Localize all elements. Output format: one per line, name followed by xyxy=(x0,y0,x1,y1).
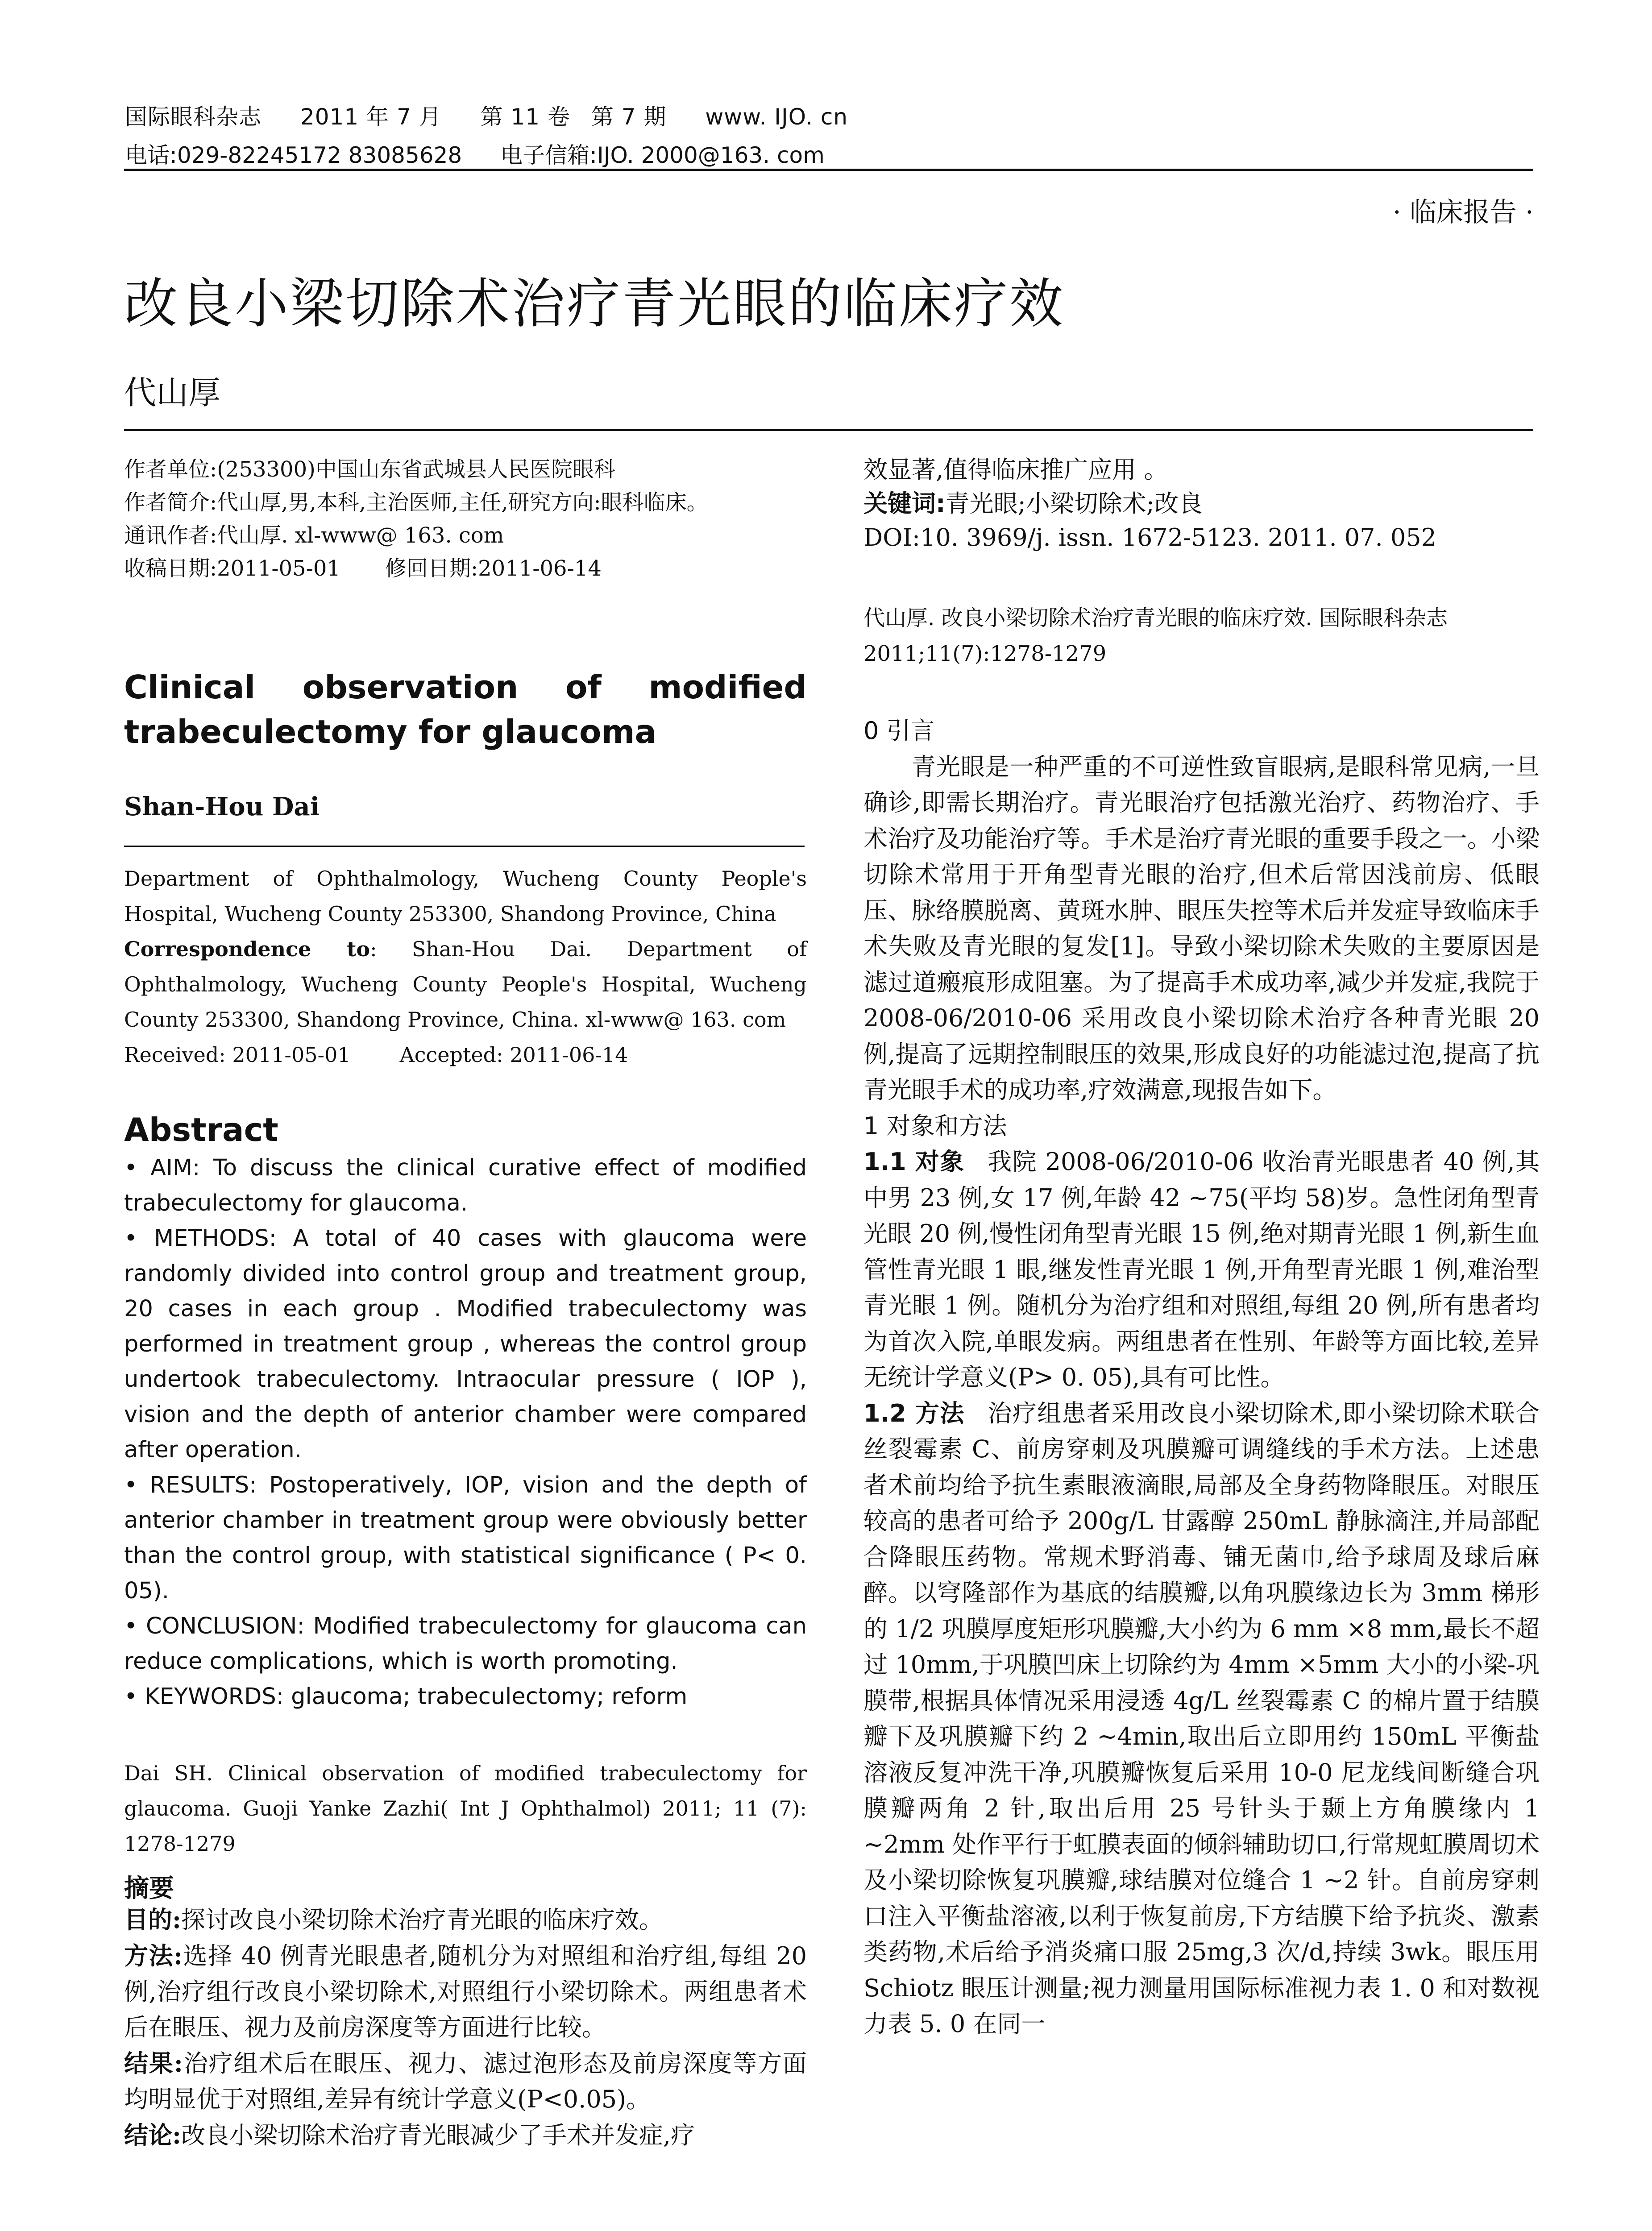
section12-paragraph xyxy=(863,1396,1540,2042)
english-title xyxy=(124,665,807,754)
zh-conclusion xyxy=(124,2117,807,2153)
english-received: Received: 2011-05-01 xyxy=(124,1043,351,1067)
english-abstract xyxy=(124,1150,807,1714)
zh-aim-text: 探讨改良小梁切除术治疗青光眼的临床疗效。 xyxy=(181,1906,663,1934)
zh-methods xyxy=(124,1938,807,2045)
website-link[interactable]: www. IJO. cn xyxy=(705,104,848,130)
english-accepted: Accepted: 2011-06-14 xyxy=(399,1043,628,1067)
author-name: 代山厚 xyxy=(124,374,221,411)
zh-keywords-label: 关键词: xyxy=(863,489,946,518)
author-unit: 作者单位:(253300)中国山东省武城县人民医院眼科 xyxy=(124,457,615,482)
abstract-results: • RESULTS: Postoperatively, IOP, vision and the depth of anterior chamber in treatment group were obviously better than the control group, with statistical significance ( P< 0. 05). xyxy=(124,1472,807,1604)
phone: 电话:029-82245172 83085628 xyxy=(125,142,462,168)
volume: 第 11 卷 xyxy=(480,104,570,130)
right-top-block xyxy=(863,453,1537,555)
dates xyxy=(124,552,807,585)
english-citation: Dai SH. Clinical observation of modified trabeculectomy for glaucoma. Guoji Yanke Zazhi( Int J Ophthalmol) 2011; 11 (7): 1278-1279 xyxy=(124,1761,807,1856)
english-title-line2: trabeculectomy for glaucoma xyxy=(124,713,657,751)
zh-keywords xyxy=(863,487,1537,521)
header-rule xyxy=(124,169,1533,171)
intro-paragraph: 青光眼是一种严重的不可逆性致盲眼病,是眼科常见病,一旦确诊,即需长期治疗。青光眼治疗包括激光治疗、药物治疗、手术治疗及功能治疗等。手术是治疗青光眼的重要手段之一。小梁切除术常用于开角型青光眼的治疗,但术后常因浅前房、低眼压、脉络膜脱离、黄斑水肿、眼压失控等术后并发症导致临床手术失败及青光眼的复发[1]。导致小梁切除术失败的主要原因是滤过道瘢痕形成阻塞。为了提高手术成功率,减少并发症,我院于 2008-06/2010-06 采用改良小梁切除术治疗各种青光眼 20 例,提高了远期控制眼压的效果,形成良好的功能滤过泡,提高了抗青光眼手术的成功率,疗效满意,现报告如下。 xyxy=(863,752,1540,1104)
author-bio: 作者简介:代山厚,男,本科,主治医师,主任,研究方向:眼科临床。 xyxy=(124,490,708,515)
correspondence xyxy=(124,932,807,1037)
abstract-aim: • AIM: To discuss the clinical curative effect of modified trabeculectomy for glaucoma. xyxy=(124,1155,807,1216)
zh-keywords-text: 青光眼;小梁切除术;改良 xyxy=(945,489,1203,518)
page-title: 改良小梁切除术治疗青光眼的临床疗效 xyxy=(124,273,1065,335)
zh-aim-label: 目的: xyxy=(124,1905,181,1934)
journal-name: 国际眼科杂志 xyxy=(125,104,261,130)
section12-label: 1.2 方法 xyxy=(863,1399,965,1427)
abstract-heading: Abstract xyxy=(124,1111,278,1149)
section11-paragraph xyxy=(863,1144,1540,1396)
english-affiliation-block xyxy=(124,861,807,1073)
received-date: 收稿日期:2011-05-01 xyxy=(124,556,340,581)
zh-methods-text: 选择 40 例青光眼患者,随机分为对照组和治疗组,每组 20 例,治疗组行改良小梁切除术,对照组行小梁切除术。两组患者术后在眼压、视力及前房深度等方面进行比较。 xyxy=(124,1942,807,2041)
journal-header-line2 xyxy=(125,137,856,170)
author-meta xyxy=(124,453,807,585)
title-rule xyxy=(124,429,1533,431)
issue-date: 2011 年 7 月 xyxy=(300,104,442,130)
section11-label: 1.1 对象 xyxy=(863,1148,965,1176)
zh-conclusion-label: 结论: xyxy=(124,2121,181,2149)
zh-results xyxy=(124,2045,807,2117)
email: 电子信箱:IJO. 2000@163. com xyxy=(500,142,825,168)
english-affiliation: Department of Ophthalmology, Wucheng County People's Hospital, Wucheng County 253300, Shandong Province, China xyxy=(124,867,807,926)
zh-results-text: 治疗组术后在眼压、视力、滤过泡形态及前房深度等方面均明显优于对照组,差异有统计学意义(P<0.05)。 xyxy=(124,2049,807,2113)
zh-methods-label: 方法: xyxy=(124,1941,183,1970)
zh-abstract xyxy=(124,1902,807,2153)
zh-results-label: 结果: xyxy=(124,2049,183,2078)
section11-text: 我院 2008-06/2010-06 收治青光眼患者 40 例,其中男 23 例,女 17 例,年龄 42 ~75(平均 58)岁。急性闭角型青光眼 20 例,慢性闭角型青光眼 15 例,绝对期青光眼 1 例,新生血管性青光眼 1 眼,继发性青光眼 1 例,开角型青光眼 1 例,难治型青光眼 1 例。随机分为治疗组和对照组,每组 20 例,所有患者均为首次入院,单眼发病。两组患者在性别、年龄等方面比较,差异无统计学意义(P> 0. 05),具有可比性。 xyxy=(863,1148,1540,1391)
doi: DOI:10. 3969/j. issn. 1672-5123. 2011. 07. 052 xyxy=(863,523,1436,552)
english-dates xyxy=(124,1037,807,1073)
correspondence-text: : Shan-Hou Dai. Department of Ophthalmology, Wucheng County People's Hospital, Wucheng County 253300, Shandong Province, China. xl-www@ 163. com xyxy=(124,937,807,1032)
correspondence-label: Correspondence to xyxy=(124,937,370,961)
abstract-keywords: • KEYWORDS: glaucoma; trabeculectomy; reform xyxy=(124,1684,688,1710)
revised-date: 修回日期:2011-06-14 xyxy=(385,556,602,581)
intro-heading: 0 引言 xyxy=(863,717,935,745)
section-tag: · 临床报告 · xyxy=(1392,197,1534,228)
zh-aim xyxy=(124,1902,807,1938)
corresponding-author: 通讯作者:代山厚. xl-www@ 163. com xyxy=(124,523,504,548)
zh-conclusion-continuation: 效显著,值得临床推广应用 。 xyxy=(863,456,1168,484)
abstract-methods: • METHODS: A total of 40 cases with glaucoma were randomly divided into control group and treatment group, 20 cases in each group . Modified trabeculectomy was performed in treatment group , whereas the control group undertook trabeculectomy. Intraocular pressure ( IOP ), vision and the depth of anterior chamber were compared after operation. xyxy=(124,1225,807,1463)
zh-abstract-heading: 摘要 xyxy=(124,1874,174,1903)
abstract-conclusion: • CONCLUSION: Modified trabeculectomy for glaucoma can reduce complications, which is worth promoting. xyxy=(124,1613,807,1675)
english-title-line1: Clinical observation of modified xyxy=(124,668,807,706)
english-author: Shan-Hou Dai xyxy=(124,792,320,821)
issue: 第 7 期 xyxy=(591,104,667,130)
zh-conclusion-text: 改良小梁切除术治疗青光眼减少了手术并发症,疗 xyxy=(181,2121,695,2149)
affiliation-rule xyxy=(124,846,805,847)
journal-header-line1 xyxy=(125,99,879,131)
article-body xyxy=(863,713,1540,2042)
chinese-citation: 代山厚. 改良小梁切除术治疗青光眼的临床疗效. 国际眼科杂志 2011;11(7):1278-1279 xyxy=(863,605,1448,666)
section1-heading: 1 对象和方法 xyxy=(863,1111,1007,1140)
section12-text: 治疗组患者采用改良小梁切除术,即小梁切除术联合丝裂霉素 C、前房穿刺及巩膜瓣可调缝线的手术方法。上述患者术前均给予抗生素眼液滴眼,局部及全身药物降眼压。对眼压较高的患者可给予 200g/L 甘露醇 250mL 静脉滴注,并局部配合降眼压药物。常规术野消毒、铺无菌巾,给予球周及球后麻醉。以穹隆部作为基底的结膜瓣,以角巩膜缘边长为 3mm 梯形的 1/2 巩膜厚度矩形巩膜瓣,大小约为 6 mm ×8 mm,最长不超过 10mm,于巩膜凹床上切除约为 4mm ×5mm 大小的小梁-巩膜带,根据具体情况采用浸透 4g/L 丝裂霉素 C 的棉片置于结膜瓣下及巩膜瓣下约 2 ~4min,取出后立即用约 150mL 平衡盐溶液反复冲洗干净,巩膜瓣恢复后采用 10-0 尼龙线间断缝合巩膜瓣两角 2 针,取出后用 25 号针头于颞上方角膜缘内 1 ~2mm 处作平行于虹膜表面的倾斜辅助切口,行常规虹膜周切术及小梁切除恢复巩膜瓣,球结膜对位缝合 1 ~2 针。自前房穿刺口注入平衡盐溶液,以利于恢复前房,下方结膜下给予抗炎、激素类药物,术后给予消炎痛口服 25mg,3 次/d,持续 3wk。眼压用 Schiotz 眼压计测量;视力测量用国际标准视力表 1. 0 和对数视力表 5. 0 在同一 xyxy=(863,1399,1540,2038)
